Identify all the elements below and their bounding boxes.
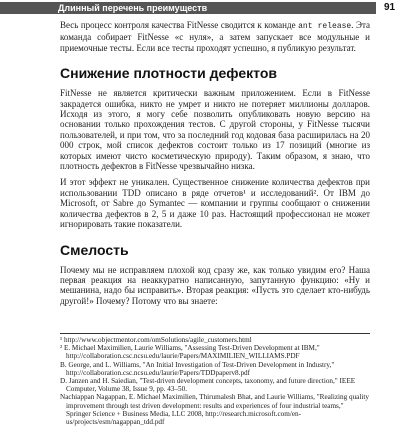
main-content <box>60 20 370 312</box>
running-header <box>0 2 376 14</box>
section-heading-courage: Смелость <box>60 241 129 258</box>
section-heading-defect-density: Снижение плотности дефектов <box>60 65 277 82</box>
footnote-2c: D. Janzen and H. Saiedian, "Test-driven development concepts, taxonomy, and future direction," IEEE Computer, Volume 38, Issue 9, pp. 43–50. <box>60 377 356 394</box>
footnote-1: ¹ http://www.objectmentor.com/omSolutions/agile_customers.html <box>60 336 252 344</box>
paragraph-release-text-end: . Эта команда собирает FitNesse «с нуля», а затем запускает все модульные и приемочные тесты. Если все тесты проходят успешно, я публикую результат. <box>60 20 371 53</box>
footnote-2: ² E. Michael Maximilien, Laurie Williams, "Assessing Test-Driven Development at IBM," http://collaboration.csc.ncsu.edu/laurie/Papers/MAXIMILIEN_WILLIAMS.PDF <box>60 344 320 361</box>
running-title: Длинный перечень преимуществ <box>58 3 208 13</box>
footnote-2b: B. George, and L. Williams, "An Initial Investigation of Test-Driven Development in Industry," http://collaboration.csc.ncsu.edu/laurie/Papers/TDDpaperv8.pdf <box>60 360 335 377</box>
paragraph-fitnesse-not-critical: FitNesse не является критически важным приложением. Если в FitNesse закрадется ошибка, никто не умрет и никто не потеряет миллионы долларов. Исходя из этого, я могу себе позволить опубликовать новую версию на основании только прохождения тестов. С другой стороны, у FitNesse тысячи пользователей, и при том, что за последний год кодовая база расширилась на 20 000 строк, мой список дефектов состоит только из 17 позиций (многие из которых имеют чисто косметическую природу). Таким образом, я знаю, что плотность дефектов в FitNesse чрезвычайно низка. <box>60 88 370 172</box>
paragraph-release <box>60 20 370 53</box>
paragraph-effect-not-unique: И этот эффект не уникален. Существенное снижение количества дефектов при использовании TDD описано в ряде отчетов¹ и исследований². От IBM до Microsoft, от Sabre до Symantec — компании и группы сообщают о снижении количества дефектов в 2, 5 и даже 10 раз. Настоящий профессионал не может игнорировать такие показатели. <box>60 177 370 230</box>
footnotes <box>60 333 370 426</box>
inline-code-ant-release: ant release <box>298 22 352 31</box>
page-number: 91 <box>384 2 396 13</box>
footnote-2d: Nachiappan Nagappan, E. Michael Maximilien, Thirumalesh Bhat, and Laurie Williams, "Realizing quality improvement through test driven development: results and experiences of four industrial teams," Springer Science + Business Media, LLC 2008, http://research.microsoft.com/en-us/projects/esm/nagappan_tdd.pdf <box>60 393 369 426</box>
paragraph-release-text-start: Весь процесс контроля качества FitNesse сводится к команде <box>60 20 299 30</box>
paragraph-why-not-fix: Почему мы не исправляем плохой код сразу же, как только увидим его? Наша первая реакция на неаккуратно написанную, запутанную функцию: «Ну и мешанина, надо бы исправить». Вторая реакция: «Пусть это сделает кто-нибудь другой!» Почему? Потому что вы знаете: <box>60 264 370 306</box>
